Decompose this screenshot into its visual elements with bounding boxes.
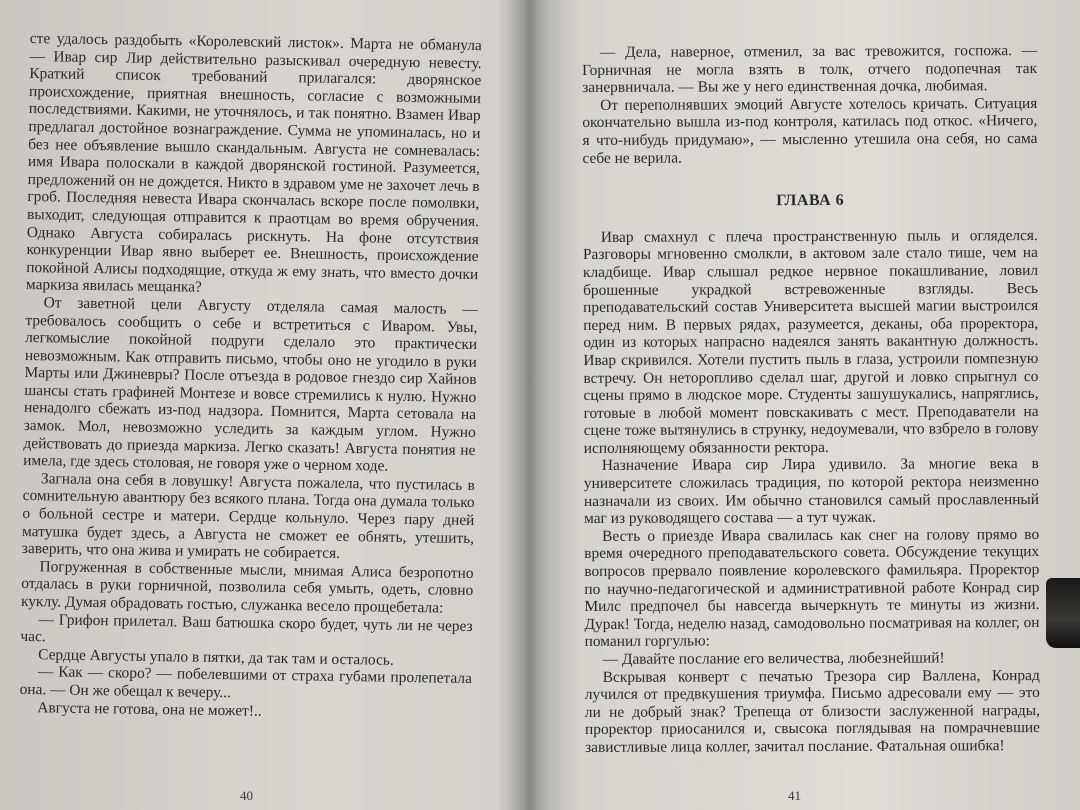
paragraph: Загнала она себя в ловушку! Августа пожалела, что пустилась в сомнительную авантюру без всякого плана. Тогда она думала только о больной сестре и матери. Сердце кольнуло. Через пару дней матушка будет здесь, а Августа не сможет ее обнять, утешить, заверить, что она жива и умирать не собирается. [21, 470, 476, 563]
paragraph: — Как — скоро? — побелевшими от страха губами пролепетала она. — Он же обещал к вечеру... [19, 663, 472, 702]
paragraph: Весть о приезде Ивара свалилась как снег на голову прямо во время очередного преподавательского совета. Обсуждение текущих вопросов прервало появление королевского фамильяра. Проректор по научно-педагогической и административной работе Конрад сир Милс предпочел бы навсегда вычеркнуть те минуты из жизни. Дурак! Тогда, неделю назад, самодовольно посматривая на коллег, он поманил горгулью: [584, 525, 1040, 651]
paragraph: От переполнявших эмоций Августе хотелось кричать. Ситуация окончательно вышла из-под контроля, катилась под откос. «Ничего, я что-нибудь придумаю», — мысленно утешила она себя, но сама себе не верила. [582, 94, 1038, 167]
paragraph: Сердце Августы упало в пятки, да так там и осталось. [38, 645, 394, 669]
page-number: 41 [788, 788, 801, 803]
paragraph: Назначение Ивара сир Лира удивило. За многие века в университете сложилась традиция, по которой ректора неизменно назначали из своих. Им обычно становился самый прославленный маг из руководящего состава — а тут чужак. [583, 455, 1040, 528]
paragraph: Августа не готова, она не может!.. [37, 698, 262, 720]
paragraph: — Дела, наверное, отменил, за вас тревожится, госпожа. — Горничная не могла взять в толк, отчего подопечная так занервничала. — Вы же у него единственная дочка, любимая. [582, 42, 1038, 97]
paragraph: — Грифон прилетал. Ваш батюшка скоро будет, чуть ли не через час. [20, 610, 473, 646]
left-page-text [19, 30, 482, 723]
paragraph: — Давайте послание его величества, любезнейший! [602, 649, 945, 668]
chapter-title: ГЛАВА 6 [776, 192, 845, 210]
right-page-text [582, 42, 1040, 757]
paragraph: Вскрывая конверт с печатью Трезора сир Валлена, Конрад лучился от предвкушения триумфа. Письмо адресовали ему — это ли не добрый знак? Трепеща от близости заслуженной награды, проректор приосанился и, свысока поглядывая на помрачневшие завистливые лица коллег, зачитал послание. Фатальная ошибка! [584, 666, 1041, 756]
paragraph: Ивар смахнул с плеча пространственную пыль и огляделся. Разговоры мгновенно смолкли, в актовом зале стало тише, чем на кладбище. Ивар слышал редкое нервное покашливание, ловил брошенные украдкой встревоженные взгляды. Весь преподавательский состав Университета высшей магии выстроился перед ним. В первых рядах, разумеется, деканы, оба проректора, один из которых напрасно надеялся занять вакантную должность. Ивар скривился. Хотели пустить пыль в глаза, устроили помпезную встречу. Он неторопливо сделал шаг, другой и ловко спрыгнул со сцены прямо в людское море. Студенты зашушукались, напряглись, готовые в любой момент повскакивать с мест. Преподаватели на сцене тоже вытянулись в струнку, недоумевали, что взбрело в голову исполняющему обязанности ректора. [582, 226, 1039, 457]
left-page [0, 0, 520, 810]
paragraph: Погруженная в собственные мысли, мнимая Алиса безропотно отдалась в руки горничной, позволила себя умыть, одеть, словно куклу. Думая обрадовать гостью, служанка весело прощебетала: [20, 558, 474, 617]
paragraph: От заветной цели Августу отделяла самая малость — требовалось сообщить о себе и встретиться с Иваром. Увы, легкомыслие покойной подруги сделало это практически невозможным. Как отправить письмо, чтобы оно не угодило в руки Марты или Джиневры? После отъезда в родовое гнездо сир Хайнов шансы стать графиней Монтезе и вовсе стремились к нулю. Нужно ненадолго сбежать из-под надзора. Помнится, Марта сетовала на замок. Мол, невозможно уследить за каждым углом. Нужно действовать до приезда маркиза. Легко сказать! Августа понятия не имела, где здесь столовая, не говоря уже о черном ходе. [23, 294, 478, 475]
binder-clip [1046, 578, 1080, 648]
right-page [540, 0, 1080, 810]
page-number: 40 [240, 788, 253, 803]
paragraph: сте удалось раздобыть «Королевский листок». Марта не обманула — Ивар сир Лир действительно разыскивал очередную невесту. Краткий список требований прилагался: дворянское происхождение, приятная внешность, согласие с возможными последствиями. Какими, не уточнялось, и так понятно. Взамен Ивар предлагал достойное вознаграждение. Сумма не упоминалась, но и без нее объявление вышло скандальным. Августа не сомневалась: имя Ивара полоскали в каждой дворянской гостиной. Разумеется, предложений он не дождется. Никто в здравом уме не захочет лечь в гроб. Последняя невеста Ивара скончалась вскоре после помолвки, выходит, следующая отправится к праотцам во время обручения. Однако Августа собиралась рискнуть. На фоне отсутствия конкуренции Ивар явно выберет ее. Внешность, происхождение покойной Алисы подходящие, откуда ж ему знать, что вместо дочки маркиза явилась мещанка? [25, 30, 482, 297]
